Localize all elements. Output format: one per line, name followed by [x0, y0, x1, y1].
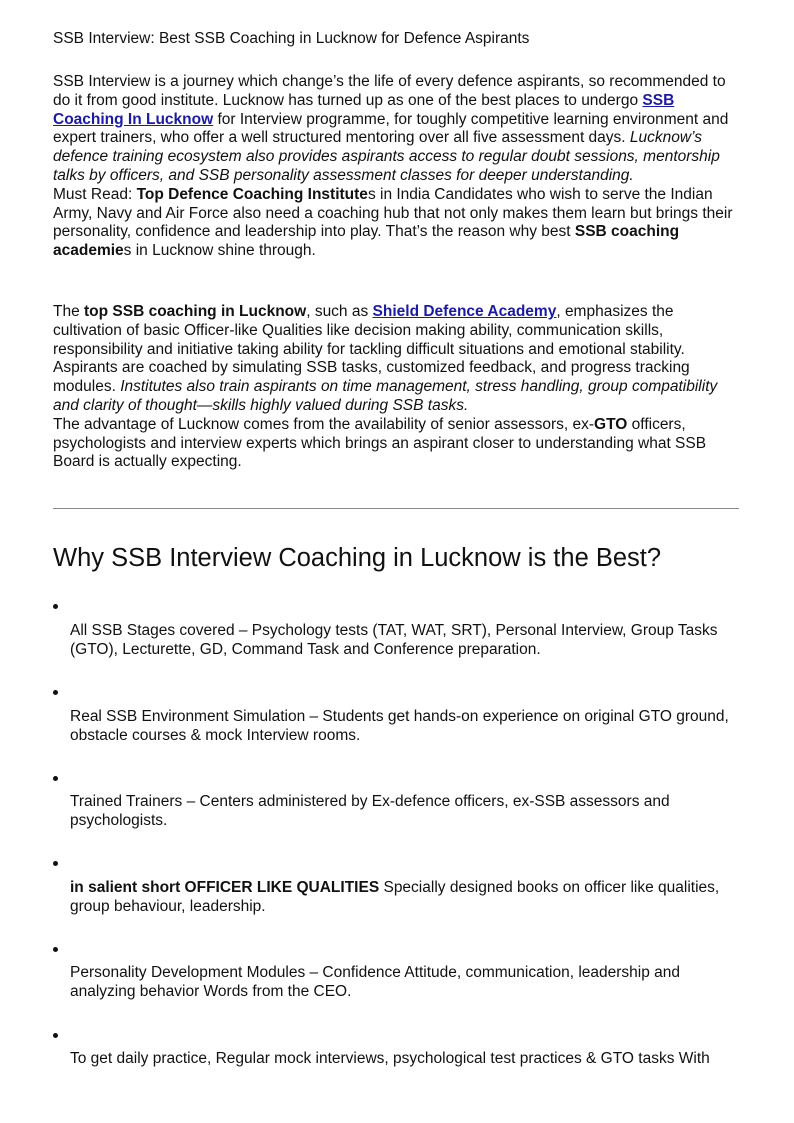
intro-text-3: s in India Candidates who wish to serve the Indian Army, Navy and Air Force also need a coaching hub that not only makes them learn but brings their personality, confidence and leadership into play. That’s the reason why best — [53, 185, 733, 241]
academy-text-1: The — [53, 303, 85, 320]
bullet-dot-icon — [53, 947, 58, 952]
ssb-coaching-lucknow-link[interactable]: SSB Coaching In Lucknow — [53, 91, 675, 128]
horizontal-divider — [53, 508, 739, 509]
shield-defence-academy-link[interactable]: Shield Defence Academy — [372, 303, 557, 320]
must-read-label: Must Read: — [53, 185, 137, 203]
top-ssb-coaching-bold: top SSB coaching in Lucknow — [84, 303, 307, 320]
academy-italic-text: Institutes also train aspirants on time management, stress handling, group compatibility and clarity of thought—skills highly valued during SSB tasks. — [53, 378, 718, 414]
section-heading: Why SSB Interview Coaching in Lucknow is the Best? — [53, 544, 662, 572]
intro-text-1: SSB Interview is a journey which change’s the life of every defence aspirants, so recommended to do it from good institute. Lucknow has turned up as one of the best places to undergo — [53, 73, 726, 109]
academy-paragraph — [53, 303, 743, 472]
academy-text-3: , emphasizes the cultivation of basic Officer-like Qualities like decision making ability, communication skills, responsibility and initiative taking ability for tackling difficult situations and emotional stability. Aspirants are coached by simulating SSB tasks, customized feedback, and progress tracking modules. — [53, 303, 690, 396]
academy-text-4: The advantage of Lucknow comes from the availability of senior assessors, ex- — [53, 415, 595, 433]
intro-text-2: for Interview programme, for toughly competitive learning environment and expert trainers, who offer a well structured mentoring over all five assessment days. — [53, 110, 729, 147]
bullet-dot-icon — [53, 690, 58, 695]
intro-italic-text: Lucknow’s defence training ecosystem also provides aspirants access to regular doubt sessions, mentorship talks by officers, and SSB personality assessment classes for deeper understanding. — [53, 129, 720, 184]
list-item: All SSB Stages covered – Psychology tests (TAT, WAT, SRT), Personal Interview, Group Tasks (GTO), Lecturette, GD, Command Task and Conference preparation. — [70, 622, 718, 658]
list-item: Personality Development Modules – Confidence Attitude, communication, leadership and analyzing behavior Words from the CEO. — [70, 964, 681, 1000]
document-title: SSB Interview: Best SSB Coaching in Lucknow for Defence Aspirants — [53, 30, 530, 47]
bullet-dot-icon — [53, 604, 58, 609]
list-item: Real SSB Environment Simulation – Students get hands-on experience on original GTO ground, obstacle courses & mock Interview rooms. — [70, 708, 729, 744]
bullet-dot-icon — [53, 861, 58, 866]
top-defence-institutes-bold: Top Defence Coaching Institute — [136, 185, 368, 203]
bullet-dot-icon — [53, 1033, 58, 1038]
intro-text-4: s in Lucknow shine through. — [123, 242, 316, 260]
intro-paragraph — [53, 73, 743, 261]
bullet-dot-icon — [53, 776, 58, 781]
list-item-text: Specially designed books on officer like qualities, group behaviour, leadership. — [70, 879, 720, 915]
gto-bold: GTO — [594, 415, 628, 433]
academy-text-2: , such as — [306, 303, 373, 320]
academy-text-5: officers, psychologists and interview experts which brings an aspirant closer to understanding what SSB Board is actually expecting. — [53, 415, 707, 471]
ssb-coaching-academies-bold: SSB coaching academie — [53, 223, 680, 260]
list-item — [70, 878, 745, 916]
officer-like-qualities-bold: in salient short OFFICER LIKE QUALITIES — [70, 879, 380, 896]
list-item: To get daily practice, Regular mock interviews, psychological test practices & GTO tasks With — [70, 1050, 710, 1067]
list-item: Trained Trainers – Centers administered by Ex-defence officers, ex-SSB assessors and psychologists. — [70, 793, 670, 829]
